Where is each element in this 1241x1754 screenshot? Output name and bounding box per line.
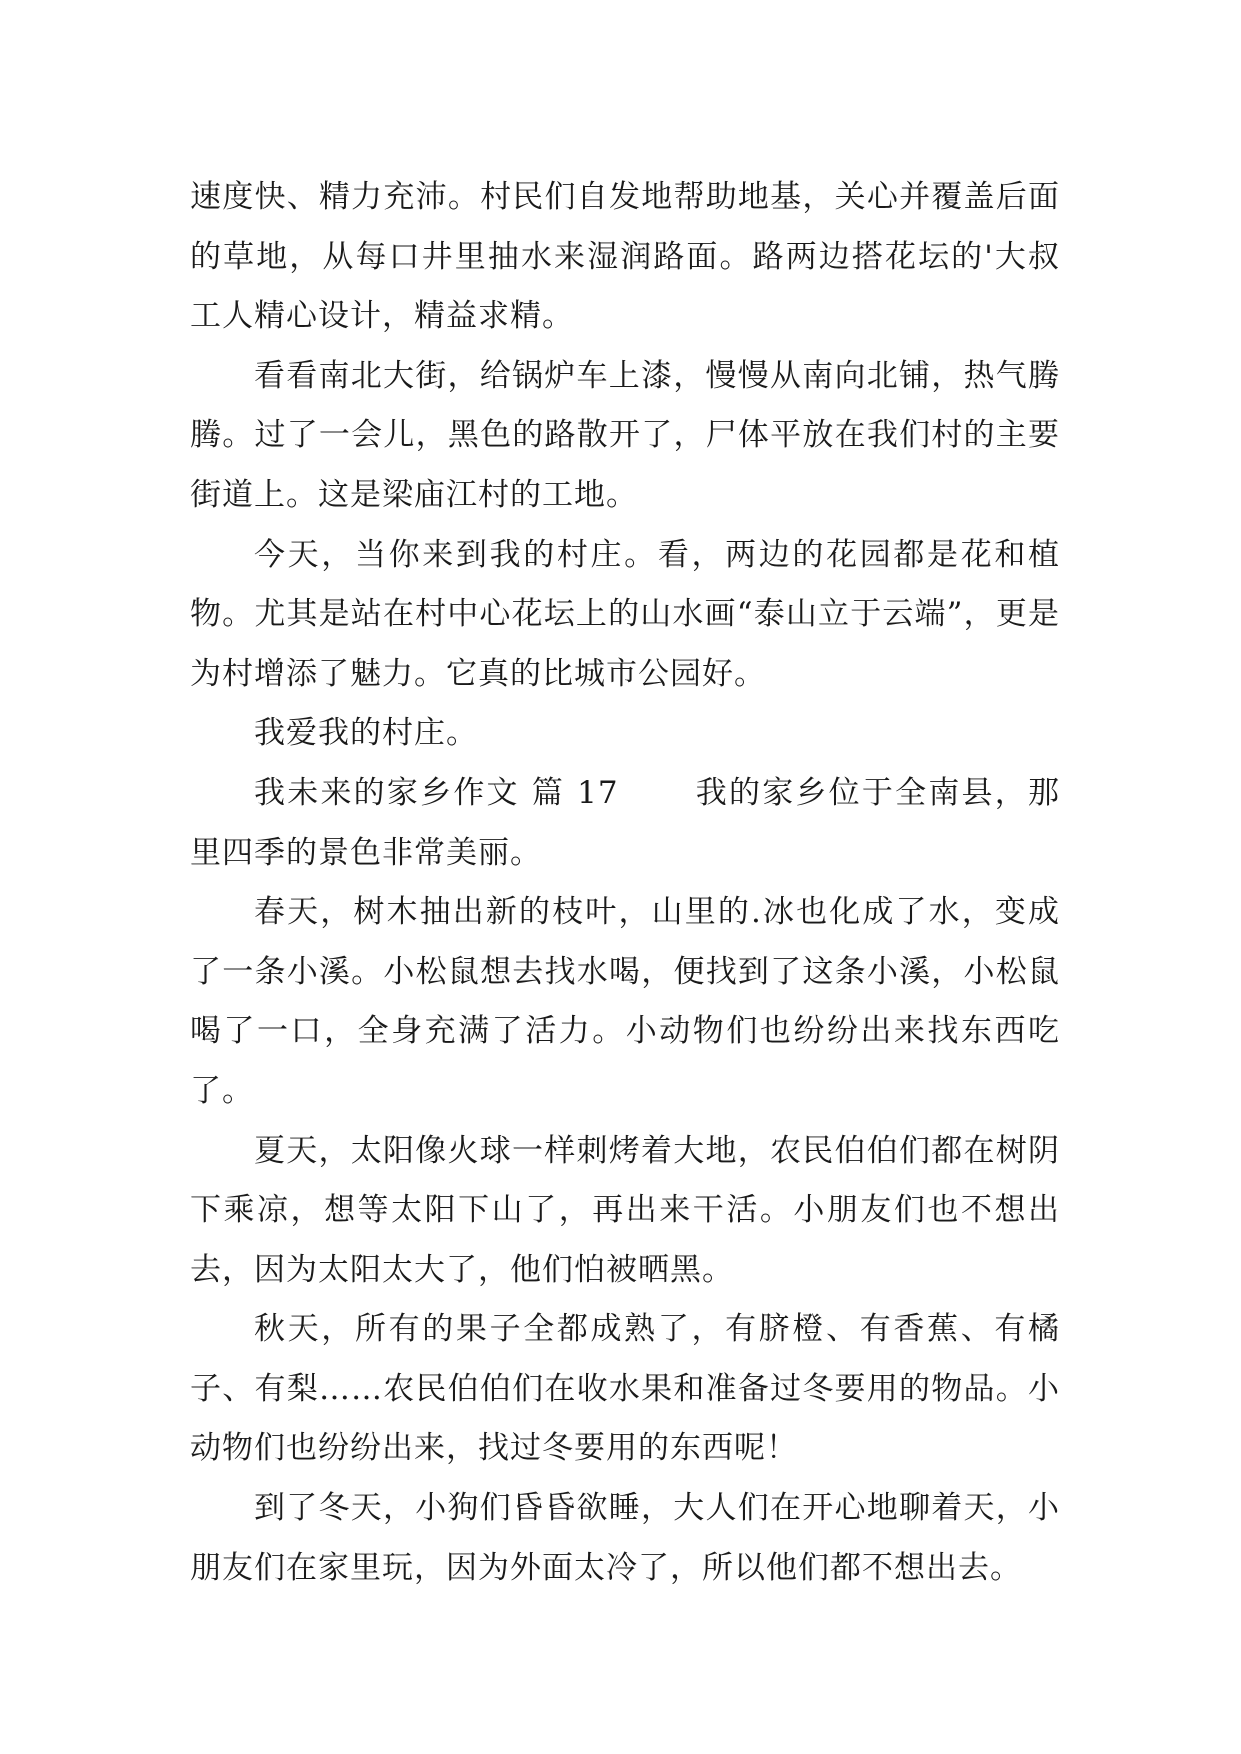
paragraph-5-text: 我的家乡位于全南县，那里四季的景色非常美丽。 [190,774,1060,871]
document-body [190,168,1060,1598]
paragraph-2: 看看南北大街，给锅炉车上漆，慢慢从南向北铺，热气腾腾。过了一会儿，黑色的路散开了，尸体平放在我们村的主要街道上。这是梁庙江村的工地。 [190,357,1060,513]
paragraph-5 [190,764,1060,883]
paragraph-1: 速度快、精力充沛。村民们自发地帮助地基，关心并覆盖后面的草地，从每口井里抽水来湿润路面。路两边搭花坛的'大叔工人精心设计，精益求精。 [190,179,1060,335]
paragraph-4: 我爱我的村庄。 [254,715,478,752]
paragraph-9: 到了冬天，小狗们昏昏欲睡，大人们在开心地聊着天，小朋友们在家里玩，因为外面太冷了，所以他们都不想出去。 [190,1490,1060,1586]
paragraph-7: 夏天，太阳像火球一样刺烤着大地，农民伯伯们都在树阴下乘凉，想等太阳下山了，再出来干活。小朋友们也不想出去，因为太阳太大了，他们怕被晒黑。 [190,1132,1060,1288]
paragraph-6: 春天，树木抽出新的枝叶，山里的.冰也化成了水，变成了一条小溪。小松鼠想去找水喝，便找到了这条小溪，小松鼠喝了一口，全身充满了活力。小动物们也纷纷出来找东西吃了。 [190,894,1060,1109]
essay-heading: 我未来的家乡作文 篇 17 [254,774,619,811]
paragraph-8: 秋天，所有的果子全都成熟了，有脐橙、有香蕉、有橘子、有梨……农民伯伯们在收水果和准备过冬要用的物品。小动物们也纷纷出来，找过冬要用的东西呢！ [190,1311,1060,1467]
paragraph-3: 今天，当你来到我的村庄。看，两边的花园都是花和植物。尤其是站在村中心花坛上的山水画“泰山立于云端”，更是为村增添了魅力。它真的比城市公园好。 [190,536,1060,692]
